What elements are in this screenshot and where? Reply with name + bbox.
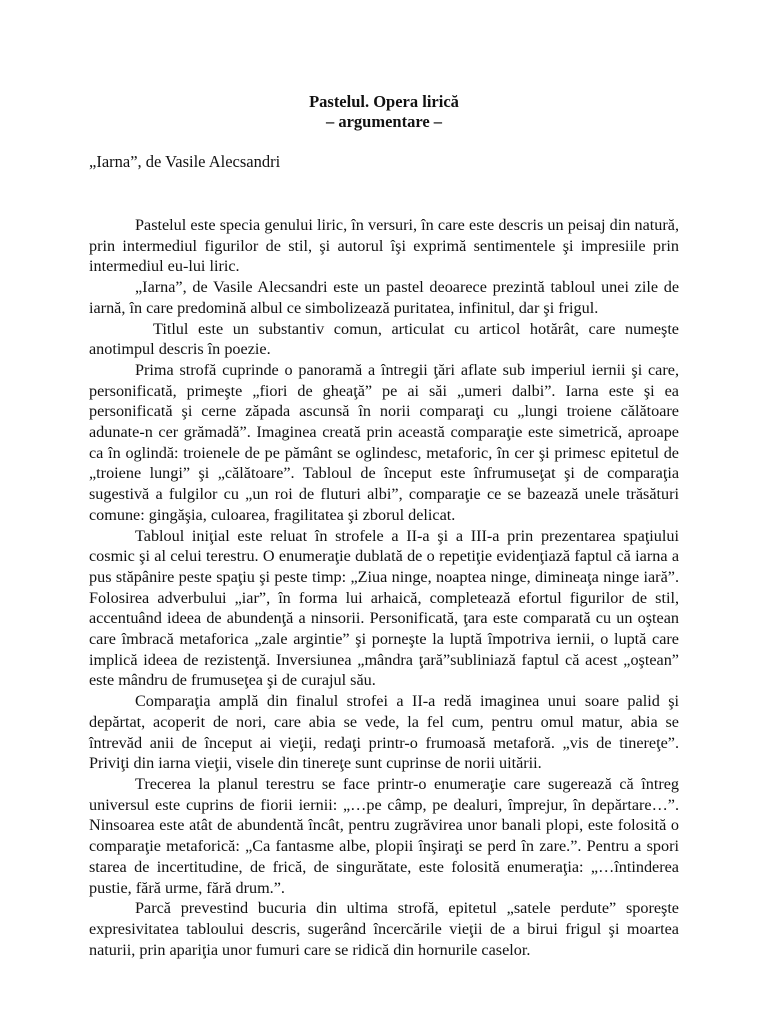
paragraph-title: Titlul este un substantiv comun, articulat cu articol hotărât, care numeşte anotimpul descris în poezie.	[89, 319, 679, 359]
paragraph-definition: Pastelul este specia genului liric, în versuri, în care este descris un peisaj din natură, prin intermediul figurilor de stil, şi autorul îşi exprimă sentimentele şi impresiile prin intermediul eu-lui liric.	[89, 216, 679, 276]
document-subtitle: – argumentare –	[325, 112, 443, 131]
document-title: Pastelul. Opera lirică	[309, 92, 459, 111]
paragraph-terrestrial-plane: Trecerea la planul terestru se face printr-o enumeraţie care sugerează că întreg universul este cuprins de fiorii iernii: „…pe câmp, pe dealuri, împrejur, în depărtare…”. Ninsoarea este atât de abundentă încât, pentru zugrăvirea unor banali plopi, este folosită o comparaţie metaforică: „Ca fantasme albe, plopii înşiraţi se perd în zare.”. Pentru a spori starea de incertitudine, de frică, de singurătate, este folosită enumeraţia: „…întinderea pustie, fără urme, fără drum.”.	[89, 774, 679, 897]
body-text	[89, 215, 679, 960]
paragraph-first-stanza: Prima strofă cuprinde o panoramă a întregii ţări aflate sub imperiul iernii şi care, personificată, primeşte „fiori de gheaţă” pe ai săi „umeri dalbi”. Iarna este şi ea personificată şi cerne zăpada ascunsă în norii comparaţi cu „lungi troiene călătoare adunate-n cer grămadă”. Imaginea creată prin această comparaţie este simetrică, aproape ca în oglindă: troienele de pe pământ se oglindesc, metaforic, în cer şi primesc epitetul de „troiene lungi” şi „călătoare”. Tabloul de început este înfrumuseţat şi de comparaţia sugestivă a fulgilor cu „un roi de fluturi albi”, comparaţie ce se bazează unele trăsături comune: gingăşia, culoarea, fragilitatea şi zborul delicat.	[89, 360, 679, 524]
poem-reference: „Iarna”, de Vasile Alecsandri	[89, 152, 281, 171]
paragraph-pastel-argument: „Iarna”, de Vasile Alecsandri este un pastel deoarece prezintă tabloul unei zile de iarnă, în care predomină albul ce simbolizează puritatea, infinitul, dar şi frigul.	[89, 278, 679, 317]
paragraph-last-stanza: Parcă prevestind bucuria din ultima strofă, epitetul „satele perdute” sporeşte expresivitatea tabloului descris, sugerând încercările vieţii de a birui frigul şi moartea naturii, prin apariţia unor fumuri care se ridică din hornurile caselor.	[89, 899, 679, 959]
paragraph-second-third-stanza: Tabloul iniţial este reluat în strofele a II-a şi a III-a prin prezentarea spaţiului cosmic şi al celui terestru. O enumeraţie dublată de o repetiţie evidenţiază faptul că iarna a pus stăpânire peste spaţiu şi peste timp: „Ziua ninge, noaptea ninge, dimineaţa ninge iară”. Folosirea adverbului „iar”, în forma lui arhaică, completează efortul figurilor de stil, accentuând ideea de abundenţă a ninsorii. Personificată, ţara este comparată cu un oştean care îmbracă metaforica „zale argintie” şi porneşte la luptă împotriva iernii, o luptă care implică ideea de rezistenţă. Inversiunea „mândra ţară”subliniază faptul că acest „oştean” este mândru de frumuseţea şi de curajul său.	[89, 526, 679, 690]
title-block	[0, 92, 768, 132]
paragraph-comparison: Comparaţia amplă din finalul strofei a II-a redă imaginea unui soare palid şi depărtat, acoperit de nori, care abia se vede, la fel cum, pentru omul matur, abia se întrevăd anii de început ai vieţii, redaţi printr-o frumoasă metaforă. „vis de tinereţe”. Priviţi din iarna vieţii, visele din tinereţe sunt cuprinse de norii uitării.	[89, 692, 679, 773]
